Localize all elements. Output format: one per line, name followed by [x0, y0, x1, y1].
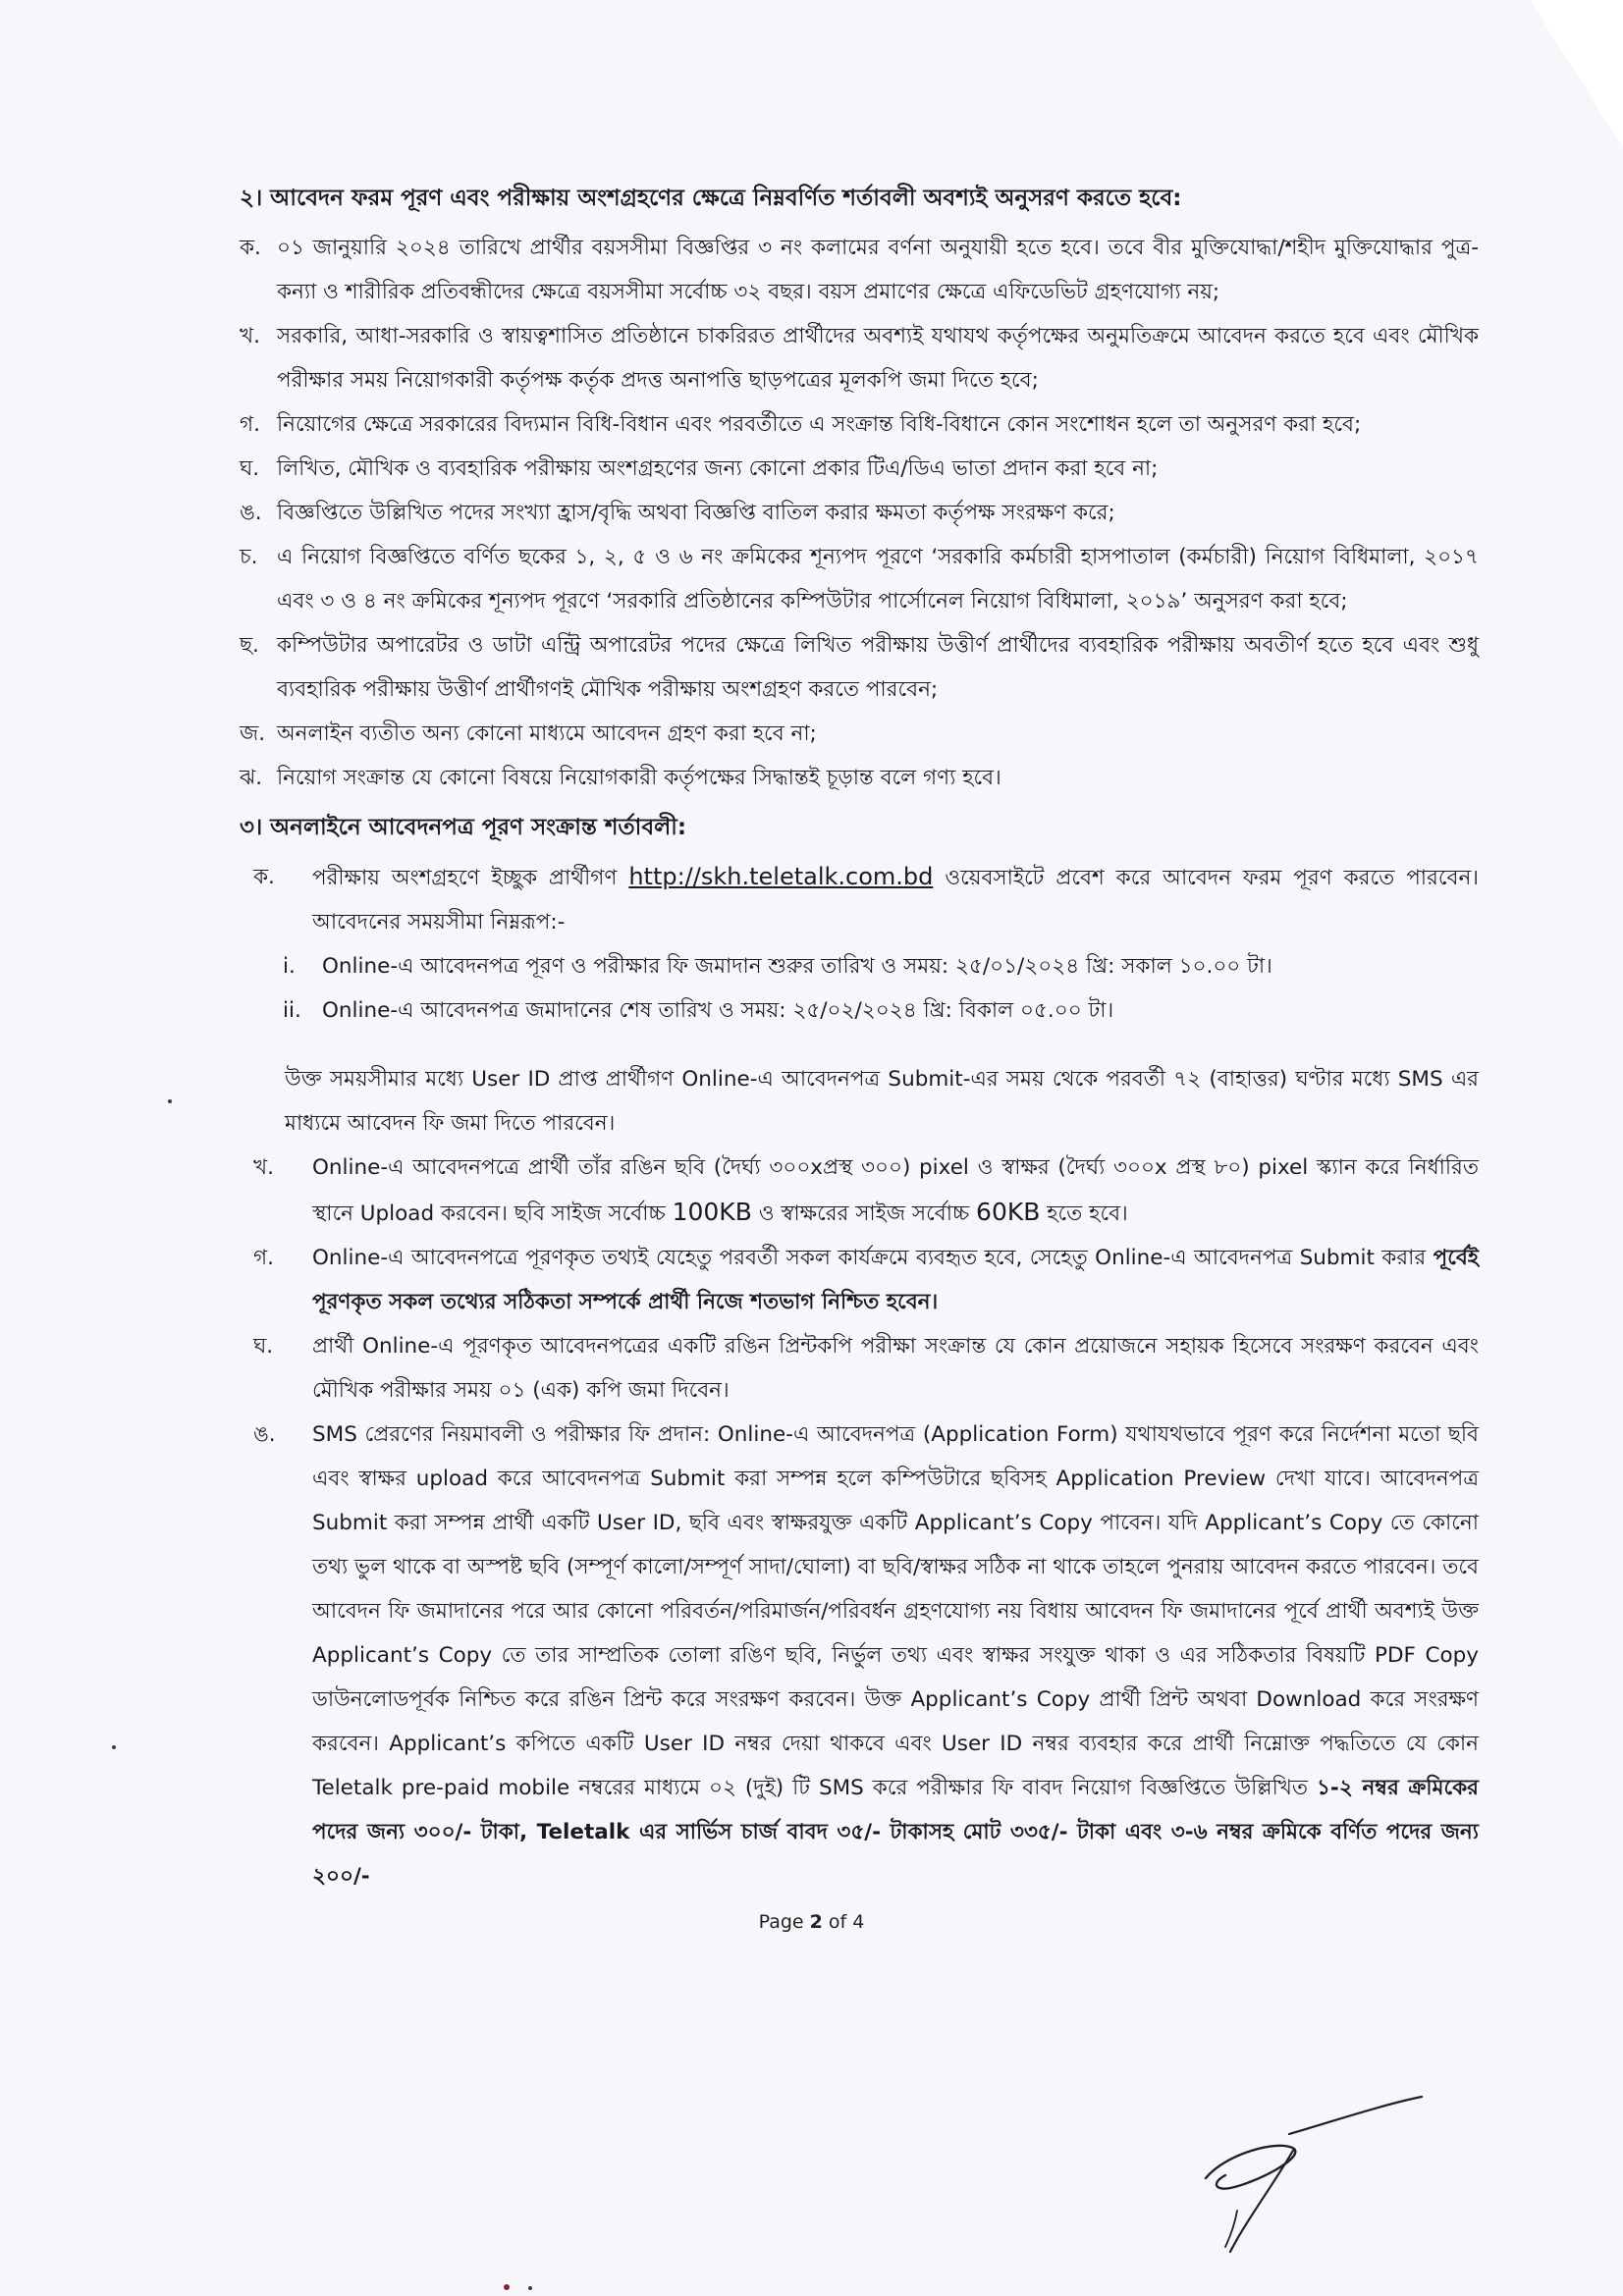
condition-item — [240, 447, 1479, 491]
item-text-bold: পূর্বেই পূরণকৃত সকল তথ্যের সঠিকতা সম্পর্কে প্রার্থী নিজে শতভাগ নিশ্চিত হবেন। — [312, 1246, 1479, 1314]
item-text: নিয়োগের ক্ষেত্রে সরকারের বিদ্যমান বিধি-বিধান এবং পরবর্তীতে এ সংক্রান্ত বিধি-বিধানে কোন সংশোধন হলে তা অনুসরণ করা হবে; — [277, 412, 1362, 437]
item-text — [312, 855, 1479, 944]
photo-size-limit: 100KB — [672, 1198, 752, 1226]
item-number: চ. — [240, 545, 258, 569]
condition-item — [240, 491, 1479, 535]
item-text: বিজ্ঞপ্তিতে উল্লিখিত পদের সংখ্যা হ্রাস/বৃদ্ধি অথবা বিজ্ঞপ্তি বাতিল করার ক্ষমতা কর্তৃপক্ষ সংরক্ষণ করে; — [277, 501, 1115, 525]
condition-item — [240, 712, 1479, 756]
section-3-heading: ৩। অনলাইনে আবেদনপত্র পূরণ সংক্রান্ত শর্তাবলী: — [240, 815, 687, 840]
online-item-gha — [240, 1324, 1479, 1413]
scan-speck — [168, 1099, 172, 1103]
current-page: 2 — [809, 1911, 823, 1933]
scan-speck — [112, 1745, 116, 1749]
page-number — [0, 1911, 1623, 1933]
item-text-regular: Online-এ আবেদনপত্রে পূরণকৃত তথ্যই যেহেতু পরবর্তী সকল কার্যক্রমে ব্যবহৃত হবে, সেহেতু Online-এ আবেদনপত্র Submit করার — [312, 1246, 1427, 1270]
item-text: প্রার্থী Online-এ পূরণকৃত আবেদনপত্রের একটি রঙিন প্রিন্টকপি পরীক্ষা সংক্রান্ত যে কোন প্রয়োজনে সহায়ক হিসেবে সংরক্ষণ করবেন এবং মৌখিক পরীক্ষার সময় ০১ (এক) কপি জমা দিবেন। — [312, 1334, 1479, 1403]
item-number: খ. — [253, 1155, 274, 1180]
handwritten-signature — [1186, 2095, 1432, 2262]
condition-item — [240, 623, 1479, 712]
signature-size-limit: 60KB — [976, 1198, 1041, 1226]
sub-number: ii. — [283, 998, 301, 1023]
item-text: লিখিত, মৌখিক ও ব্যবহারিক পরীক্ষায় অংশগ্রহণের জন্য কোনো প্রকার টিএ/ডিএ ভাতা প্রদান করা হবে না; — [277, 456, 1159, 481]
online-item-kha — [240, 1146, 1479, 1236]
condition-item — [240, 314, 1479, 402]
item-number: ছ. — [240, 633, 259, 658]
deadline-item — [240, 944, 1479, 988]
item-number: ঙ. — [240, 501, 262, 525]
item-text — [312, 1146, 1479, 1236]
item-text-pre: পরীক্ষায় অংশগ্রহণে ইচ্ছুক প্রার্থীগণ — [312, 866, 618, 890]
item-number: ঘ. — [240, 456, 260, 481]
item-number: ঝ. — [240, 766, 263, 790]
sub-text: Online-এ আবেদনপত্র জমাদানের শেষ তারিখ ও সময়: ২৫/০২/২০২৪ খ্রি: বিকাল ০৫.০০ টা। — [322, 998, 1114, 1023]
online-item-ka — [240, 855, 1479, 944]
sub-text: Online-এ আবেদনপত্র পূরণ ও পরীক্ষার ফি জমাদান শুরুর তারিখ ও সময়: ২৫/০১/২০২৪ খ্রি: সকাল ১০.০০ টা। — [322, 954, 1272, 979]
item-number: ক. — [253, 865, 275, 889]
item-text-end: হতে হবে। — [1047, 1201, 1128, 1226]
item-text — [312, 1236, 1479, 1324]
item-text: সরকারি, আধা-সরকারি ও স্বায়ত্বশাসিত প্রতিষ্ঠানে চাকরিরত প্রার্থীদের অবশ্যই যথাযথ কর্তৃপক্ষের অনুমতিক্রমে আবেদন করতে হবে এবং মৌখিক পরীক্ষার সময় নিয়োগকারী কর্তৃপক্ষ কর্তৃক প্রদত্ত অনাপত্তি ছাড়পত্রের মূলকপি জমা দিতে হবে; — [277, 324, 1479, 393]
item-number: খ. — [240, 324, 260, 348]
condition-item — [240, 402, 1479, 447]
item-text: নিয়োগ সংক্রান্ত যে কোনো বিষয়ে নিয়োগকারী কর্তৃপক্ষের সিদ্ধান্তই চূড়ান্ত বলে গণ্য হবে। — [277, 766, 1001, 790]
folded-corner — [1530, 0, 1623, 147]
scan-speck — [528, 2286, 532, 2290]
condition-item — [240, 226, 1479, 314]
scan-speck — [504, 2284, 510, 2290]
signature-size-text: ও স্বাক্ষরের সাইজ সর্বোচ্চ — [758, 1201, 970, 1226]
item-number: ক. — [240, 236, 261, 260]
section-2-heading: ২। আবেদন ফরম পূরণ এবং পরীক্ষায় অংশগ্রহণের ক্ষেত্রে নিম্নবর্ণিত শর্তাবলী অবশ্যই অনুসরণ করতে হবে: — [240, 186, 1182, 211]
website-link[interactable]: http://skh.teletalk.com.bd — [628, 863, 934, 890]
online-item-umo — [240, 1413, 1479, 1898]
page-label: Page — [758, 1911, 804, 1933]
item-text — [312, 1413, 1479, 1898]
page-content — [240, 175, 1479, 1898]
deadline-item — [240, 988, 1479, 1033]
item-number: জ. — [240, 721, 266, 746]
item-text: অনলাইন ব্যতীত অন্য কোনো মাধ্যমে আবেদন গ্রহণ করা হবে না; — [277, 721, 817, 746]
item-text: কম্পিউটার অপারেটর ও ডাটা এন্ট্রি অপারেটর পদের ক্ষেত্রে লিখিত পরীক্ষায় উত্তীর্ণ প্রার্থীদের ব্যবহারিক পরীক্ষায় অবতীর্ণ হতে হবে এবং শুধু ব্যবহারিক পরীক্ষায় উত্তীর্ণ প্রার্থীগণই মৌখিক পরীক্ষায় অংশগ্রহণ করতে পারবেন; — [277, 633, 1479, 702]
online-item-ga — [240, 1236, 1479, 1324]
condition-item — [240, 756, 1479, 800]
page-of: of — [828, 1911, 847, 1933]
user-id-note: উক্ত সময়সীমার মধ্যে User ID প্রাপ্ত প্রার্থীগণ Online-এ আবেদনপত্র Submit-এর সময় থেকে পরবর্তী ৭২ (বাহাত্তর) ঘণ্টার মধ্যে SMS এর মাধ্যমে আবেদন ফি জমা দিতে পারবেন। — [285, 1067, 1479, 1136]
photo-upload-text: Online-এ আবেদনপত্রে প্রার্থী তাঁর রঙিন ছবি (দৈর্ঘ্য ৩০০xপ্রস্থ ৩০০) pixel ও স্বাক্ষর (দৈর্ঘ্য ৩০০x প্রস্থ ৮০) pixel স্ক্যান করে নির্ধারিত স্থানে Upload করবেন। ছবি সাইজ সর্বোচ্চ — [312, 1155, 1479, 1226]
item-number: গ. — [240, 412, 260, 437]
condition-item — [240, 535, 1479, 623]
total-pages: 4 — [852, 1911, 865, 1933]
fee-text-bold: ১-২ নম্বর ক্রমিকের পদের জন্য ৩০০/- টাকা, Teletalk এর সার্ভিস চার্জ বাবদ ৩৫/- টাকাসহ মোট ৩৩৫/- টাকা এবং ৩-৬ নম্বর ক্রমিকে বর্ণিত পদের জন্য ২০০/- — [312, 1776, 1479, 1889]
item-text-regular: SMS প্রেরণের নিয়মাবলী ও পরীক্ষার ফি প্রদান: Online-এ আবেদনপত্র (Application Form) যথাযথভাবে পূরণ করে নির্দেশনা মতো ছবি এবং স্বাক্ষর upload করে আবেদনপত্র Submit করা সম্পন্ন হলে কম্পিউটারে ছবিসহ Application Preview দেখা যাবে। আবেদনপত্র Submit করা সম্পন্ন প্রার্থী একটি User ID, ছবি এবং স্বাক্ষরযুক্ত একটি Applicant’s Copy পাবেন। যদি Applicant’s Copy তে কোনো তথ্য ভুল থাকে বা অস্পষ্ট ছবি (সম্পূর্ণ কালো/সম্পূর্ণ সাদা/ঘোলা) বা ছবি/স্বাক্ষর সঠিক না থাকে তাহলে পুনরায় আবেদন করতে পারবেন। তবে আবেদন ফি জমাদানের পরে আর কোনো পরিবর্তন/পরিমার্জন/পরিবর্ধন গ্রহণযোগ্য নয় বিধায় আবেদন ফি জমাদানের পূর্বে প্রার্থী অবশ্যই উক্ত Applicant’s Copy তে তার সাম্প্রতিক তোলা রঙিণ ছবি, নির্ভুল তথ্য এবং স্বাক্ষর সংযুক্ত থাকা ও এর সঠিকতার বিষয়টি PDF Copy ডাউনলোডপূর্বক নিশ্চিত করে রঙিন প্রিন্ট করে সংরক্ষণ করবেন। উক্ত Applicant’s Copy প্রার্থী প্রিন্ট অথবা Download করে সংরক্ষণ করবেন। Applicant’s কপিতে একটি User ID নম্বর দেয়া থাকবে এবং User ID নম্বর ব্যবহার করে প্রার্থী নিম্নোক্ত পদ্ধতিতে যে কোন Teletalk pre-paid mobile নম্বরের মাধ্যমে ০২ (দুই) টি SMS করে পরীক্ষার ফি বাবদ নিয়োগ বিজ্ঞপ্তিতে উল্লিখিত — [312, 1422, 1479, 1800]
item-number: ঘ. — [253, 1334, 274, 1359]
item-number: গ. — [253, 1246, 274, 1270]
item-text: ০১ জানুয়ারি ২০২৪ তারিখে প্রার্থীর বয়সসীমা বিজ্ঞপ্তির ৩ নং কলামের বর্ণনা অনুযায়ী হতে হবে। তবে বীর মুক্তিযোদ্ধা/শহীদ মুক্তিযোদ্ধার পুত্র-কন্যা ও শারীরিক প্রতিবন্ধীদের ক্ষেত্রে বয়সসীমা সর্বোচ্চ ৩২ বছর। বয়স প্রমাণের ক্ষেত্রে এফিডেভিট গ্রহণযোগ্য নয়; — [277, 236, 1479, 304]
item-text: এ নিয়োগ বিজ্ঞপ্তিতে বর্ণিত ছকের ১, ২, ৫ ও ৬ নং ক্রমিকের শূন্যপদ পূরণে ‘সরকারি কর্মচারী হাসপাতাল (কর্মচারী) নিয়োগ বিধিমালা, ২০১৭ এবং ৩ ও ৪ নং ক্রমিকের শূন্যপদ পূরণে ‘সরকারি প্রতিষ্ঠানের কম্পিউটার পার্সোনেল নিয়োগ বিধিমালা, ২০১৯’ অনুসরণ করা হবে; — [277, 545, 1479, 614]
item-number: ঙ. — [253, 1422, 276, 1447]
item-text-post: ওয়েবসাইটে প্রবেশ করে আবেদন ফরম পূরণ করতে পারবেন। আবেদনের সময়সীমা নিম্নরূপ:- — [312, 866, 1479, 934]
sub-number: i. — [283, 954, 296, 979]
